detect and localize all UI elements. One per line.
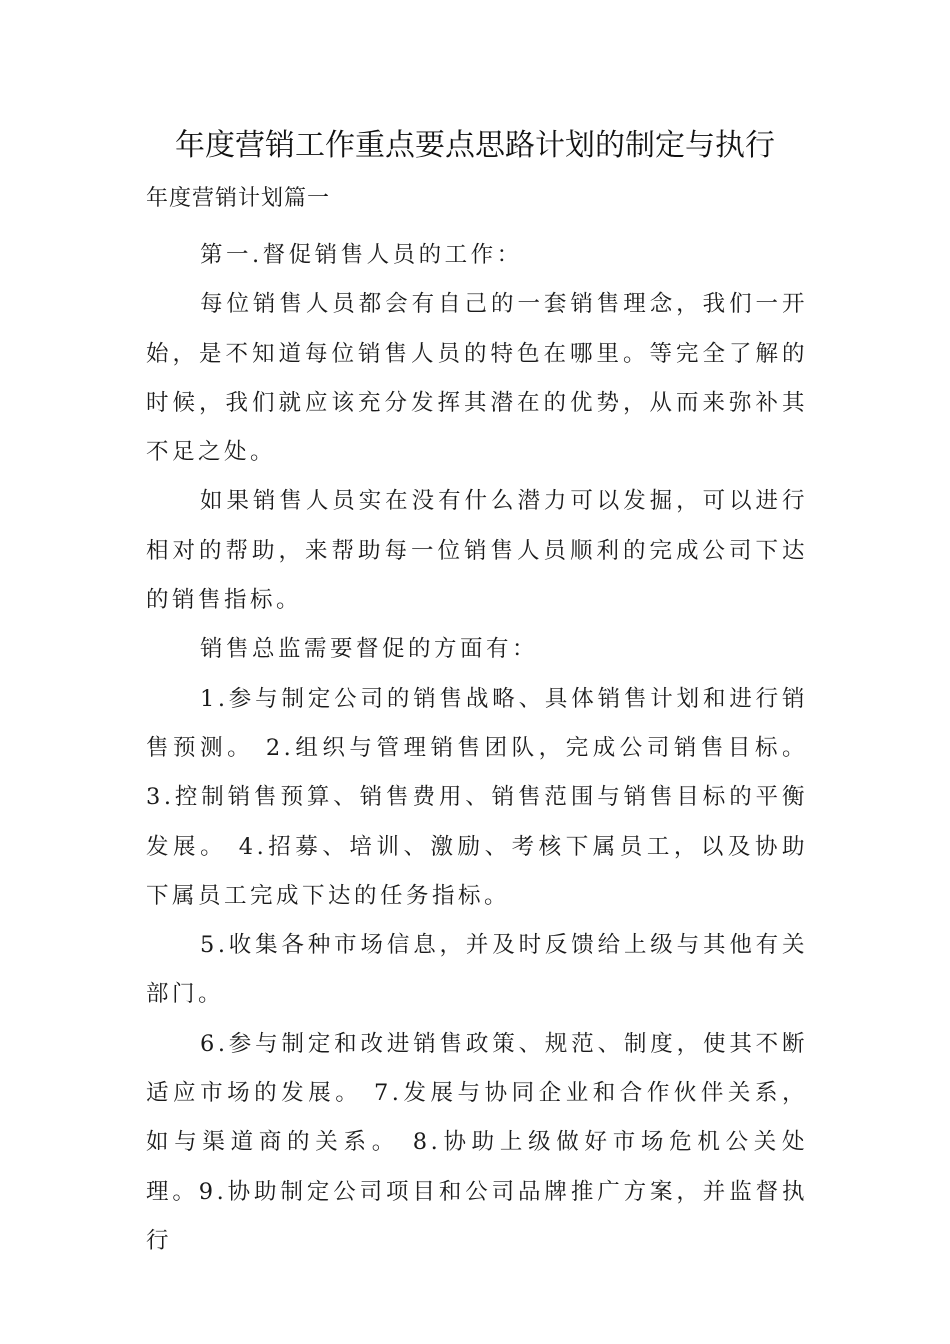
paragraph-duties-6-9: 6.参与制定和改进销售政策、规范、制度，使其不断适应市场的发展。 7.发展与协同企业和合作伙伴关系，如与渠道商的关系。 8.协助上级做好市场危机公关处理。9.协助制定公司项目和公司品牌推广方案，并监督执行 (146, 1030, 808, 1254)
paragraph-duties-1-4: 1.参与制定公司的销售战略、具体销售计划和进行销售预测。 2.组织与管理销售团队，完成公司销售目标。3.控制销售预算、销售费用、销售范围与销售目标的平衡发展。 4.招募、培训、激励、考核下属员工，以及协助下属员工完成下达的任务指标。 (146, 685, 808, 909)
document-title: 年度营销工作重点要点思路计划的制定与执行 (175, 128, 775, 163)
paragraph-help-sales: 如果销售人员实在没有什么潜力可以发掘，可以进行相对的帮助，来帮助每一位销售人员顺利的完成公司下达的销售指标。 (146, 488, 808, 614)
paragraph-director-duties-heading: 销售总监需要督促的方面有： (200, 636, 539, 663)
document-body (146, 231, 808, 1266)
paragraph-duty-5: 5.收集各种市场信息，并及时反馈给上级与其他有关部门。 (146, 932, 808, 1008)
paragraph-sales-philosophy: 每位销售人员都会有自己的一套销售理念，我们一开始，是不知道每位销售人员的特色在哪里。等完全了解的时候，我们就应该充分发挥其潜在的优势，从而来弥补其不足之处。 (146, 291, 808, 466)
paragraph-supervise-heading: 第一.督促销售人员的工作： (200, 242, 523, 268)
section-heading: 年度营销计划篇一 (146, 186, 331, 211)
